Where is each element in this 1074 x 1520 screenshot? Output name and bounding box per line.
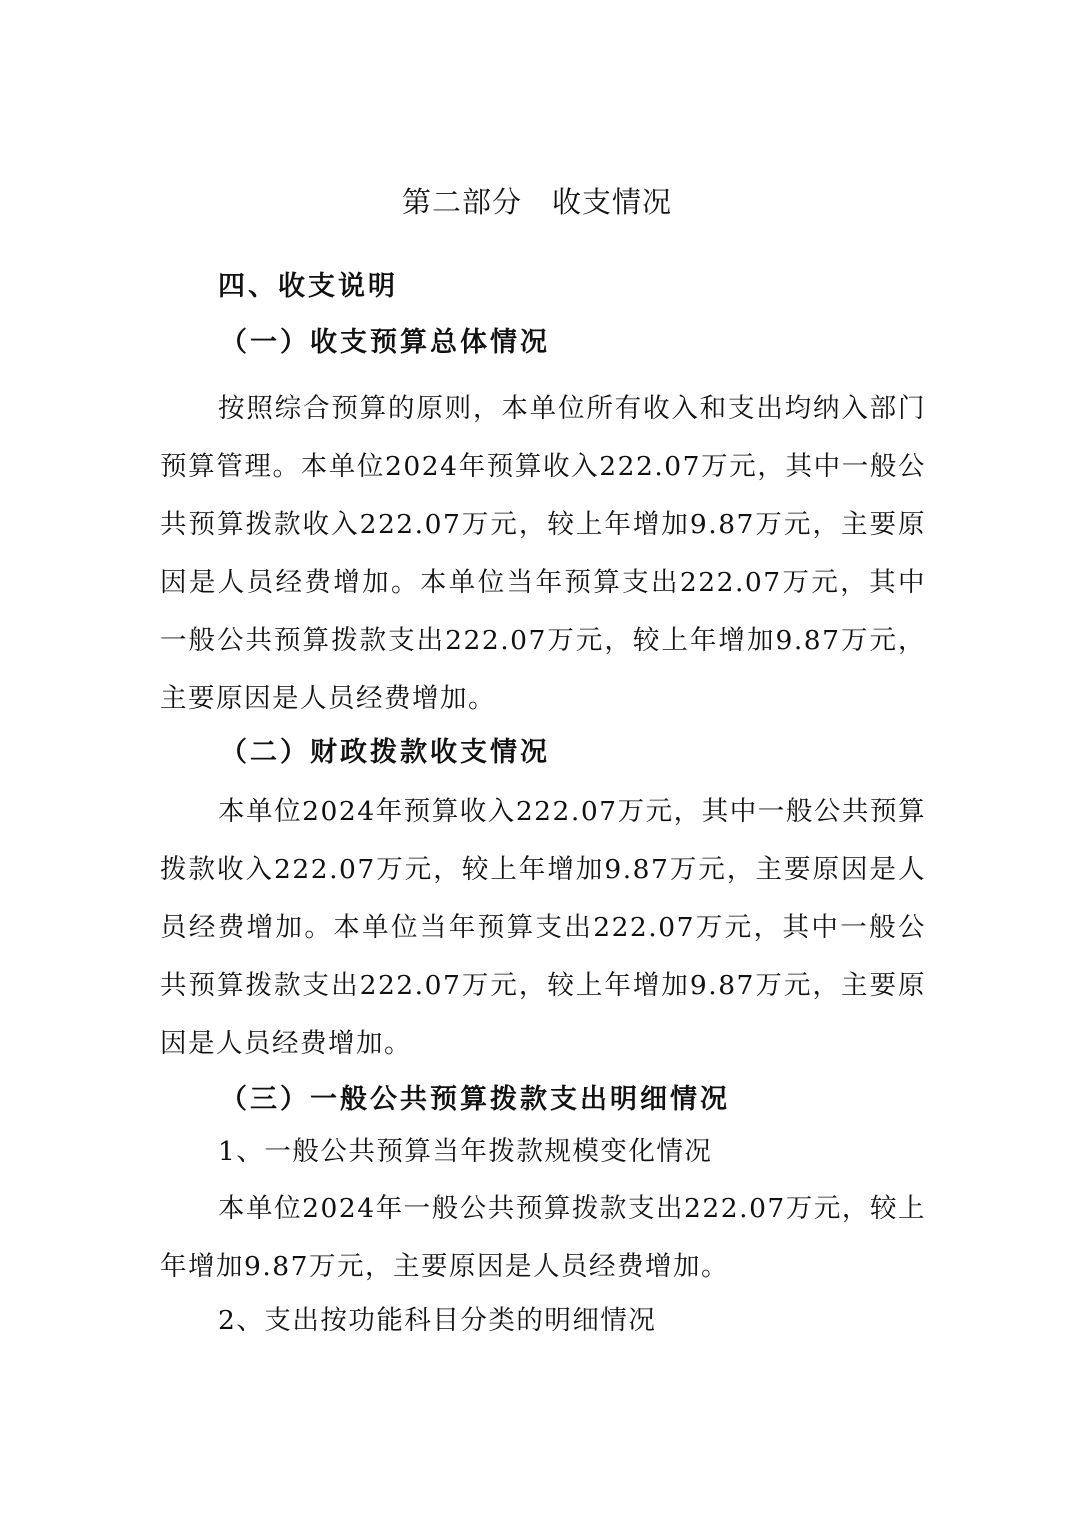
paragraph-fiscal-appropriation: 本单位2024年预算收入222.07万元，其中一般公共预算拨款收入222.07万元，较上年增加9.87万元，主要原因是人员经费增加。本单位当年预算支出222.07万元，其中一般公共预算拨款支出222.07万元，较上年增加9.87万元，主要原因是人员经费增加。 [160,796,926,1059]
paragraph-appropriation-scale: 本单位2024年一般公共预算拨款支出222.07万元，较上年增加9.87万元，主要原因是人员经费增加。 [160,1193,926,1282]
subsection-heading-overall-budget: （一）收支预算总体情况 [220,327,550,358]
section-heading-income-expenditure: 四、收支说明 [218,271,398,302]
subsection-heading-expenditure-detail: （三）一般公共预算拨款支出明细情况 [220,1084,730,1115]
paragraph-overall-budget: 按照综合预算的原则，本单位所有收入和支出均纳入部门预算管理。本单位2024年预算收入222.07万元，其中一般公共预算拨款收入222.07万元，较上年增加9.87万元，主要原因是人员经费增加。本单位当年预算支出222.07万元，其中一般公共预算拨款支出222.07万元，较上年增加9.87万元，主要原因是人员经费增加。 [160,393,926,714]
page-title: 第二部分 收支情况 [401,185,672,219]
item-heading-functional-classification: 2、支出按功能科目分类的明细情况 [218,1305,657,1336]
item-heading-appropriation-scale: 1、一般公共预算当年拨款规模变化情况 [218,1136,713,1167]
subsection-heading-fiscal-appropriation: （二）财政拨款收支情况 [220,737,550,768]
